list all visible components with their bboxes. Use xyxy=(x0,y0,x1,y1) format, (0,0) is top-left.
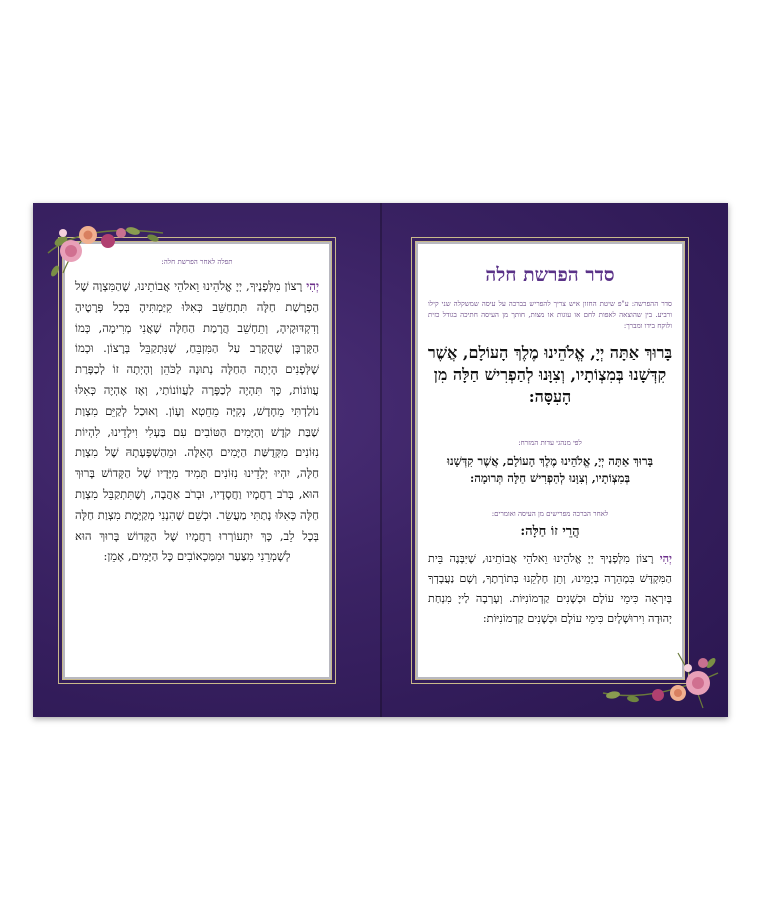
page-title: סדר הפרשת חלה xyxy=(485,264,615,286)
flower-cluster-icon xyxy=(593,633,723,713)
left-prayer-body: רָצוֹן מִלְּפָנֶיךָ, יְיָ אֱלֹהֵינוּ וֵאלֹהֵי אֲבוֹתֵינוּ, שֶׁהַמִּצְוָה שֶׁל הַפְרָשַׁת חַלָּה תִּתְחַשֵּׁב כְּאִלּוּ קִיַּמְתִּיהָ בְּכָל פְּרָטֶיהָ וְדִקְדּוּקֶיהָ, וְתֵחָשֵׁב הֲרָמַת הַחַלָּה שֶׁאֲנִי מְרִימָה, כְּמוֹ הַקָּרְבָּן שֶׁהֻקְרַב עַל הַמִּזְבֵּחַ, שֶׁנִּתְקַבֵּל בְּרָצוֹן. וּכְמוֹ שֶׁלְּפָנִים הָיְתָה הַחַלָּה נְתוּנָה לַכֹּהֵן וְהָיְתָה זוֹ לְכַפָּרַת עֲווֹנוֹת, כָּךְ תִּהְיֶה לְכַפָּרָה לַעֲווֹנוֹתַי, וְאָז אֶהְיֶה כְּאִלּוּ נוֹלַדְתִּי מֵחָדָשׁ, נְקִיָּה מֵחֵטְא וְעָוֹן. וְאוּכַל לְקַיֵּם מִצְוַת שַׁבַּת קֹדֶשׁ וְהַיָּמִים הַטּוֹבִים עִם בַּעְלִי וִילָדֵינוּ, לִהְיוֹת נִזּוֹנִים מִקְּדֻשַּׁת הַיָּמִים הָאֵלֶּה. וּמֵהַשְׁפָּעָתָהּ שֶׁל מִצְוַת חַלָּה, יִהְיוּ יְלָדֵינוּ נִזּוֹנִים תָּמִיד מִיָּדָיו שֶׁל הַקָּדוֹשׁ בָּרוּךְ הוּא, בְּרֹב רַחֲמָיו וַחֲסָדָיו, וּבְרֹב אַהֲבָה, וְשֶׁתִּתְקַבֵּל מִצְוַת חַלָּה כְּאִלּוּ נָתַתִּי מַעֲשֵׂר. וּכְשֵׁם שֶׁהִנְנִי מְקַיֶּמֶת מִצְוַת חַלָּה בְּכָל לֵב, כָּךְ יִתְעוֹרְרוּ רַחֲמָיו שֶׁל הַקָּדוֹשׁ בָּרוּךְ הוּא לְשָׁמְרֵנִי מִצַּעַר וּמִמַּכְאוֹבִים כָּל הַיָּמִים, אָמֵן: xyxy=(75,279,319,564)
edot-label: לפי מנהגי עדות המזרח: xyxy=(518,439,582,447)
right-prayer-body: רָצוֹן מִלְּפָנֶיךָ יְיָ אֱלֹהֵינוּ וֵאלֹהֵי אֲבוֹתֵינוּ, שֶׁיִּבָּנֶה בֵּית הַמִּקְדָּשׁ בִּמְהֵרָה בְיָמֵינוּ, וְתֵן חֶלְקֵנוּ בְּתוֹרָתֶךָ, וְשָׁם נַעֲבָדְךָ בְּיִרְאָה כִּימֵי עוֹלָם וּכְשָׁנִים קַדְמוֹנִיּוֹת. וְעָרְבָה לַייָ מִנְחַת יְהוּדָה וִירוּשָׁלָיִם כִּימֵי עוֹלָם וּכְשָׁנִים קַדְמוֹנִיּוֹת: xyxy=(428,552,672,625)
left-panel xyxy=(58,237,336,684)
right-prayer-text xyxy=(428,548,672,629)
intro-instructions: סדר ההפרשה: ע"פ שיטת החזון איש צריך להפריש בברכה על עיסה שמשקלה שני קילו ורביע. בין שהוצאה לאפות לחם או עוגות או מצות, חותך מן העיסה חתיכה בגודל כזית ולוקח בידו ומברך: xyxy=(428,300,672,330)
left-prayer-text xyxy=(75,276,319,567)
card-spread xyxy=(33,203,728,717)
left-opening-word: יְהִי xyxy=(306,279,319,293)
main-blessing: בָּרוּךְ אַתָּה יְיָ, אֱלֹהֵינוּ מֶלֶךְ הָעוֹלָם, אֲשֶׁר קִדְּשָׁנוּ בְּמִצְוֹתָיו, וְצִוָּנוּ לְהַפְרִישׁ חַלָּה מִן הָעִסָּה: xyxy=(427,343,673,406)
left-panel-inner xyxy=(62,241,332,680)
after-blessing-label: לאחר הברכה מפרישים מן העיסה ואומרים: xyxy=(491,510,609,518)
flower-cluster-icon xyxy=(43,213,173,293)
right-opening-word: יְהִי xyxy=(659,551,672,565)
edot-blessing: בָּרוּךְ אַתָּה יְיָ, אֱלֹהֵינוּ מֶלֶךְ הָעוֹלָם, אֲשֶׁר קִדְּשָׁנוּ בְּמִצְוֹתָיו, וְצִוָּנוּ לְהַפְרִישׁ חַלָּה תְּרוּמָה: xyxy=(446,454,654,485)
harei-zo-challah: הֲרֵי זוֹ חַלָּה: xyxy=(520,524,580,539)
right-panel xyxy=(411,237,689,684)
right-panel-inner xyxy=(415,241,685,680)
left-heading: תפלה לאחר הפרשת חלה: xyxy=(161,258,233,266)
